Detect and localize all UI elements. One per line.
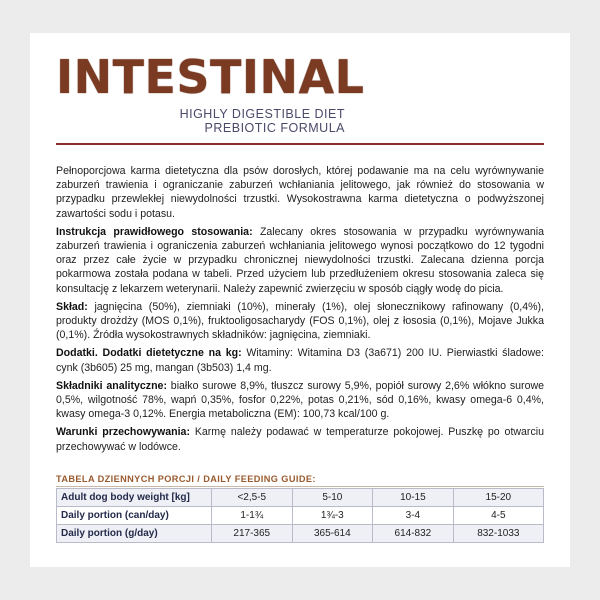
product-title: INTESTINAL xyxy=(56,50,365,104)
description-paragraph: Pełnoporcjowa karma dietetyczna dla psów dorosłych, której podawanie ma na celu wyrównywanie zaburzeń trawienia i ograniczanie zaburzeń wchłaniania jelitowego, jak również do stosowania w przypadku przewlekłej niewydolności trzustki. Wysokostrawna karma dietetyczna o podwyższonej zawartości sodu i potasu. xyxy=(56,165,544,220)
feeding-guide-title: TABELA DZIENNYCH PORCJI / DAILY FEEDING GUIDE: xyxy=(56,474,544,487)
feeding-guide-table xyxy=(56,488,544,543)
product-subtitle-1: HIGHLY DIGESTIBLE DIET xyxy=(179,107,345,121)
table-cell: 1¾-3 xyxy=(292,507,373,525)
table-cell: 4-5 xyxy=(453,507,543,525)
table-cell: 5-10 xyxy=(292,489,373,507)
usage-label: Instrukcja prawidłowego stosowania: xyxy=(56,225,253,238)
composition xyxy=(56,300,544,343)
composition-label: Skład: xyxy=(56,300,88,313)
row-header: Daily portion (can/day) xyxy=(57,507,212,525)
header-divider xyxy=(56,143,544,145)
table-cell: 15-20 xyxy=(453,489,543,507)
product-description-block xyxy=(56,164,544,458)
table-row xyxy=(57,507,544,525)
composition-text: jagnięcina (50%), ziemniaki (10%), minerały (1%), olej słonecznikowy rafinowany (0,4%), produkty drożdży (MOS 0,1%), fruktooligosacharydy (FOS 0,1%), olej z łososia (0,1%), Mojave Jukka (0,1%). Źródła wysokostrawnych składników: jagnięcina, ziemniaki. xyxy=(56,300,544,342)
table-cell: 365-614 xyxy=(292,525,373,543)
table-cell: 217-365 xyxy=(212,525,293,543)
storage-text: Karmę należy podawać w temperaturze pokojowej. Puszkę po otwarciu przechowywać w lodówce. xyxy=(56,426,544,453)
row-header: Adult dog body weight [kg] xyxy=(57,489,212,507)
table-cell: 614-832 xyxy=(373,525,454,543)
table-cell: 10-15 xyxy=(373,489,454,507)
additives xyxy=(56,346,544,374)
storage-conditions xyxy=(56,425,544,453)
table-cell: 1-1¾ xyxy=(212,507,293,525)
product-subtitle-2: PREBIOTIC FORMULA xyxy=(204,121,345,135)
usage-instructions xyxy=(56,225,544,296)
additives-label: Dodatki. Dodatki dietetyczne na kg: xyxy=(56,347,242,360)
additives-text: Witaminy: Witamina D3 (3a671) 200 IU. Pierwiastki śladowe: cynk (3b605) 25 mg, mangan (3b503) 1,4 mg. xyxy=(56,347,544,374)
analytical-text: białko surowe 8,9%, tłuszcz surowy 5,9%, popiół surowy 2,6% włókno surowe 0,5%, wilgotność 78%, wapń 0,35%, fosfor 0,22%, potas 0,21%, sód 0,16%, kwasy omega-6 0,4%, kwasy omega-3 0,12%. Energia metaboliczna (EM): 100,73 kcal/100 g. xyxy=(56,379,544,421)
table-row xyxy=(57,525,544,543)
usage-text: Zalecany okres stosowania w przypadku wyrównywania zaburzeń trawienia i ograniczenia zaburzeń wchłaniania jelitowego wynosi początkowo do 12 tygodni oraz przez całe życie w przypadku chronicznej niewydolności trzustki. Zalecana dzienna porcja pokarmowa została podana w tabeli. Przed użyciem lub przedłużeniem okresu stosowania zaleca się konsultację z lekarzem weterynarii. Należy zapewnić zwierzęciu w sposób ciągły wodę do picia. xyxy=(56,225,544,295)
analytical-constituents xyxy=(56,379,544,422)
table-cell: <2,5-5 xyxy=(212,489,293,507)
row-header: Daily portion (g/day) xyxy=(57,525,212,543)
storage-label: Warunki przechowywania: xyxy=(56,426,190,439)
analytical-label: Składniki analityczne: xyxy=(56,379,167,392)
table-cell: 832-1033 xyxy=(453,525,543,543)
table-row xyxy=(57,489,544,507)
table-cell: 3-4 xyxy=(373,507,454,525)
